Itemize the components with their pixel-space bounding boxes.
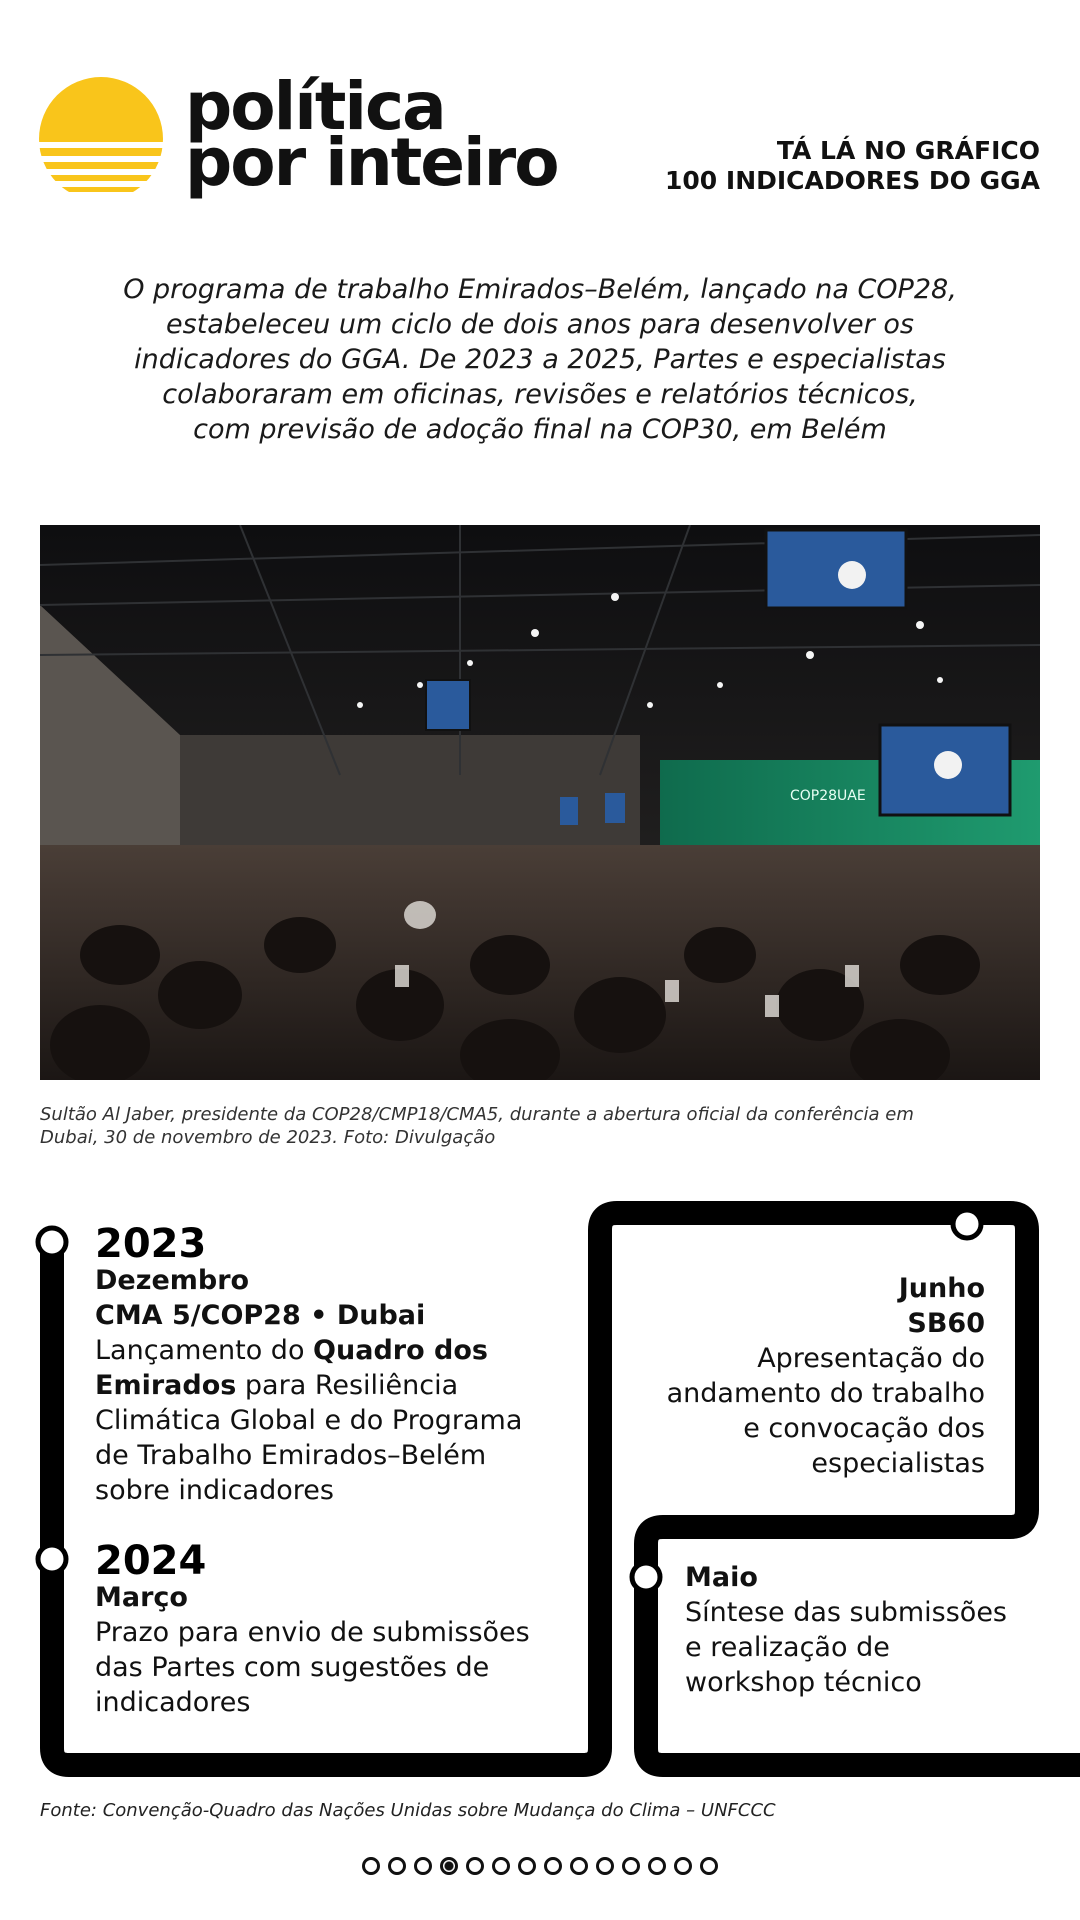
source-note: Fonte: Convenção-Quadro das Nações Unidas sobre Mudança do Clima – UNFCCC bbox=[40, 1800, 776, 1821]
entry-description-line: especialistas bbox=[811, 1448, 985, 1479]
caption-line: Sultão Al Jaber, presidente da COP28/CMP18/CMA5, durante a abertura oficial da conferência em bbox=[40, 1104, 914, 1125]
stage-screen-label: COP28UAE bbox=[790, 788, 866, 804]
desc-emphasis: Emirados bbox=[95, 1370, 237, 1401]
intro-line: estabeleceu um ciclo de dois anos para desenvolver os bbox=[166, 309, 914, 340]
pagination-dot[interactable] bbox=[622, 1857, 640, 1875]
entry-description-line: das Partes com sugestões de bbox=[95, 1652, 490, 1683]
intro-line: com previsão de adoção final na COP30, em Belém bbox=[193, 414, 887, 445]
pagination-dot[interactable] bbox=[492, 1857, 510, 1875]
brand-name-line2: por inteiro bbox=[185, 124, 558, 201]
entry-description-line: de Trabalho Emirados–Belém bbox=[95, 1440, 487, 1471]
pagination-dot[interactable] bbox=[466, 1857, 484, 1875]
entry-month: Junho bbox=[898, 1273, 985, 1304]
pagination-dot-active[interactable] bbox=[440, 1857, 458, 1875]
entry-description bbox=[95, 1333, 565, 1508]
entry-description-line: andamento do trabalho bbox=[666, 1378, 985, 1409]
timeline-entry-2024 bbox=[95, 1580, 575, 1720]
pagination-dot[interactable] bbox=[648, 1857, 666, 1875]
entry-month: Maio bbox=[685, 1562, 758, 1593]
timeline-year-2024: 2024 bbox=[95, 1538, 207, 1584]
timeline-node-2023 bbox=[38, 1228, 66, 1256]
timeline-entry-2023 bbox=[95, 1263, 565, 1508]
caption-line: Dubai, 30 de novembro de 2023. Foto: Divulgação bbox=[40, 1127, 496, 1148]
series-subtitle: 100 INDICADORES DO GGA bbox=[665, 166, 1040, 195]
desc-emphasis: Quadro dos bbox=[313, 1335, 488, 1366]
pagination-dot[interactable] bbox=[700, 1857, 718, 1875]
entry-event: SB60 bbox=[907, 1308, 985, 1339]
intro-line: O programa de trabalho Emirados–Belém, lançado na COP28, bbox=[123, 274, 957, 305]
entry-description-line: e realização de bbox=[685, 1632, 890, 1663]
entry-description-line bbox=[95, 1333, 565, 1368]
entry-description-line: Climática Global e do Programa bbox=[95, 1405, 523, 1436]
entry-description-line: Prazo para envio de submissões bbox=[95, 1617, 530, 1648]
timeline-year-2023: 2023 bbox=[95, 1221, 207, 1267]
timeline-entry-junho bbox=[620, 1271, 985, 1481]
desc-text: para Resiliência bbox=[236, 1370, 459, 1401]
entry-description-line: sobre indicadores bbox=[95, 1475, 334, 1506]
pagination-dot[interactable] bbox=[518, 1857, 536, 1875]
entry-description-line: Síntese das submissões bbox=[685, 1597, 1007, 1628]
timeline-node-junho bbox=[953, 1210, 981, 1238]
conference-photo bbox=[40, 525, 1040, 1080]
brand-name-line1: política bbox=[185, 68, 445, 145]
intro-line: colaboraram em oficinas, revisões e relatórios técnicos, bbox=[162, 379, 918, 410]
carousel-pagination bbox=[0, 1857, 1080, 1875]
photo-caption bbox=[40, 1103, 1040, 1149]
brand-logo-sun bbox=[38, 76, 164, 202]
entry-description-line: workshop técnico bbox=[685, 1667, 922, 1698]
pagination-dot[interactable] bbox=[674, 1857, 692, 1875]
pagination-dot[interactable] bbox=[596, 1857, 614, 1875]
timeline-node-maio bbox=[632, 1563, 660, 1591]
entry-month: Março bbox=[95, 1582, 188, 1613]
entry-description-line: indicadores bbox=[95, 1687, 251, 1718]
entry-description-line: Apresentação do bbox=[757, 1343, 985, 1374]
entry-month: Dezembro bbox=[95, 1265, 250, 1296]
timeline-entry-maio bbox=[685, 1560, 1065, 1700]
timeline-node-2024 bbox=[38, 1545, 66, 1573]
intro-paragraph bbox=[60, 272, 1020, 447]
series-kicker: TÁ LÁ NO GRÁFICO bbox=[776, 136, 1040, 165]
intro-line: indicadores do GGA. De 2023 a 2025, Partes e especialistas bbox=[134, 344, 946, 375]
pagination-dot[interactable] bbox=[388, 1857, 406, 1875]
entry-event: CMA 5/COP28 • Dubai bbox=[95, 1300, 426, 1331]
pagination-dot[interactable] bbox=[544, 1857, 562, 1875]
entry-description-line bbox=[95, 1368, 565, 1403]
pagination-dot[interactable] bbox=[362, 1857, 380, 1875]
desc-text: Lançamento do bbox=[95, 1335, 314, 1366]
pagination-dot[interactable] bbox=[570, 1857, 588, 1875]
pagination-dot[interactable] bbox=[414, 1857, 432, 1875]
entry-description-line: e convocação dos bbox=[743, 1413, 985, 1444]
